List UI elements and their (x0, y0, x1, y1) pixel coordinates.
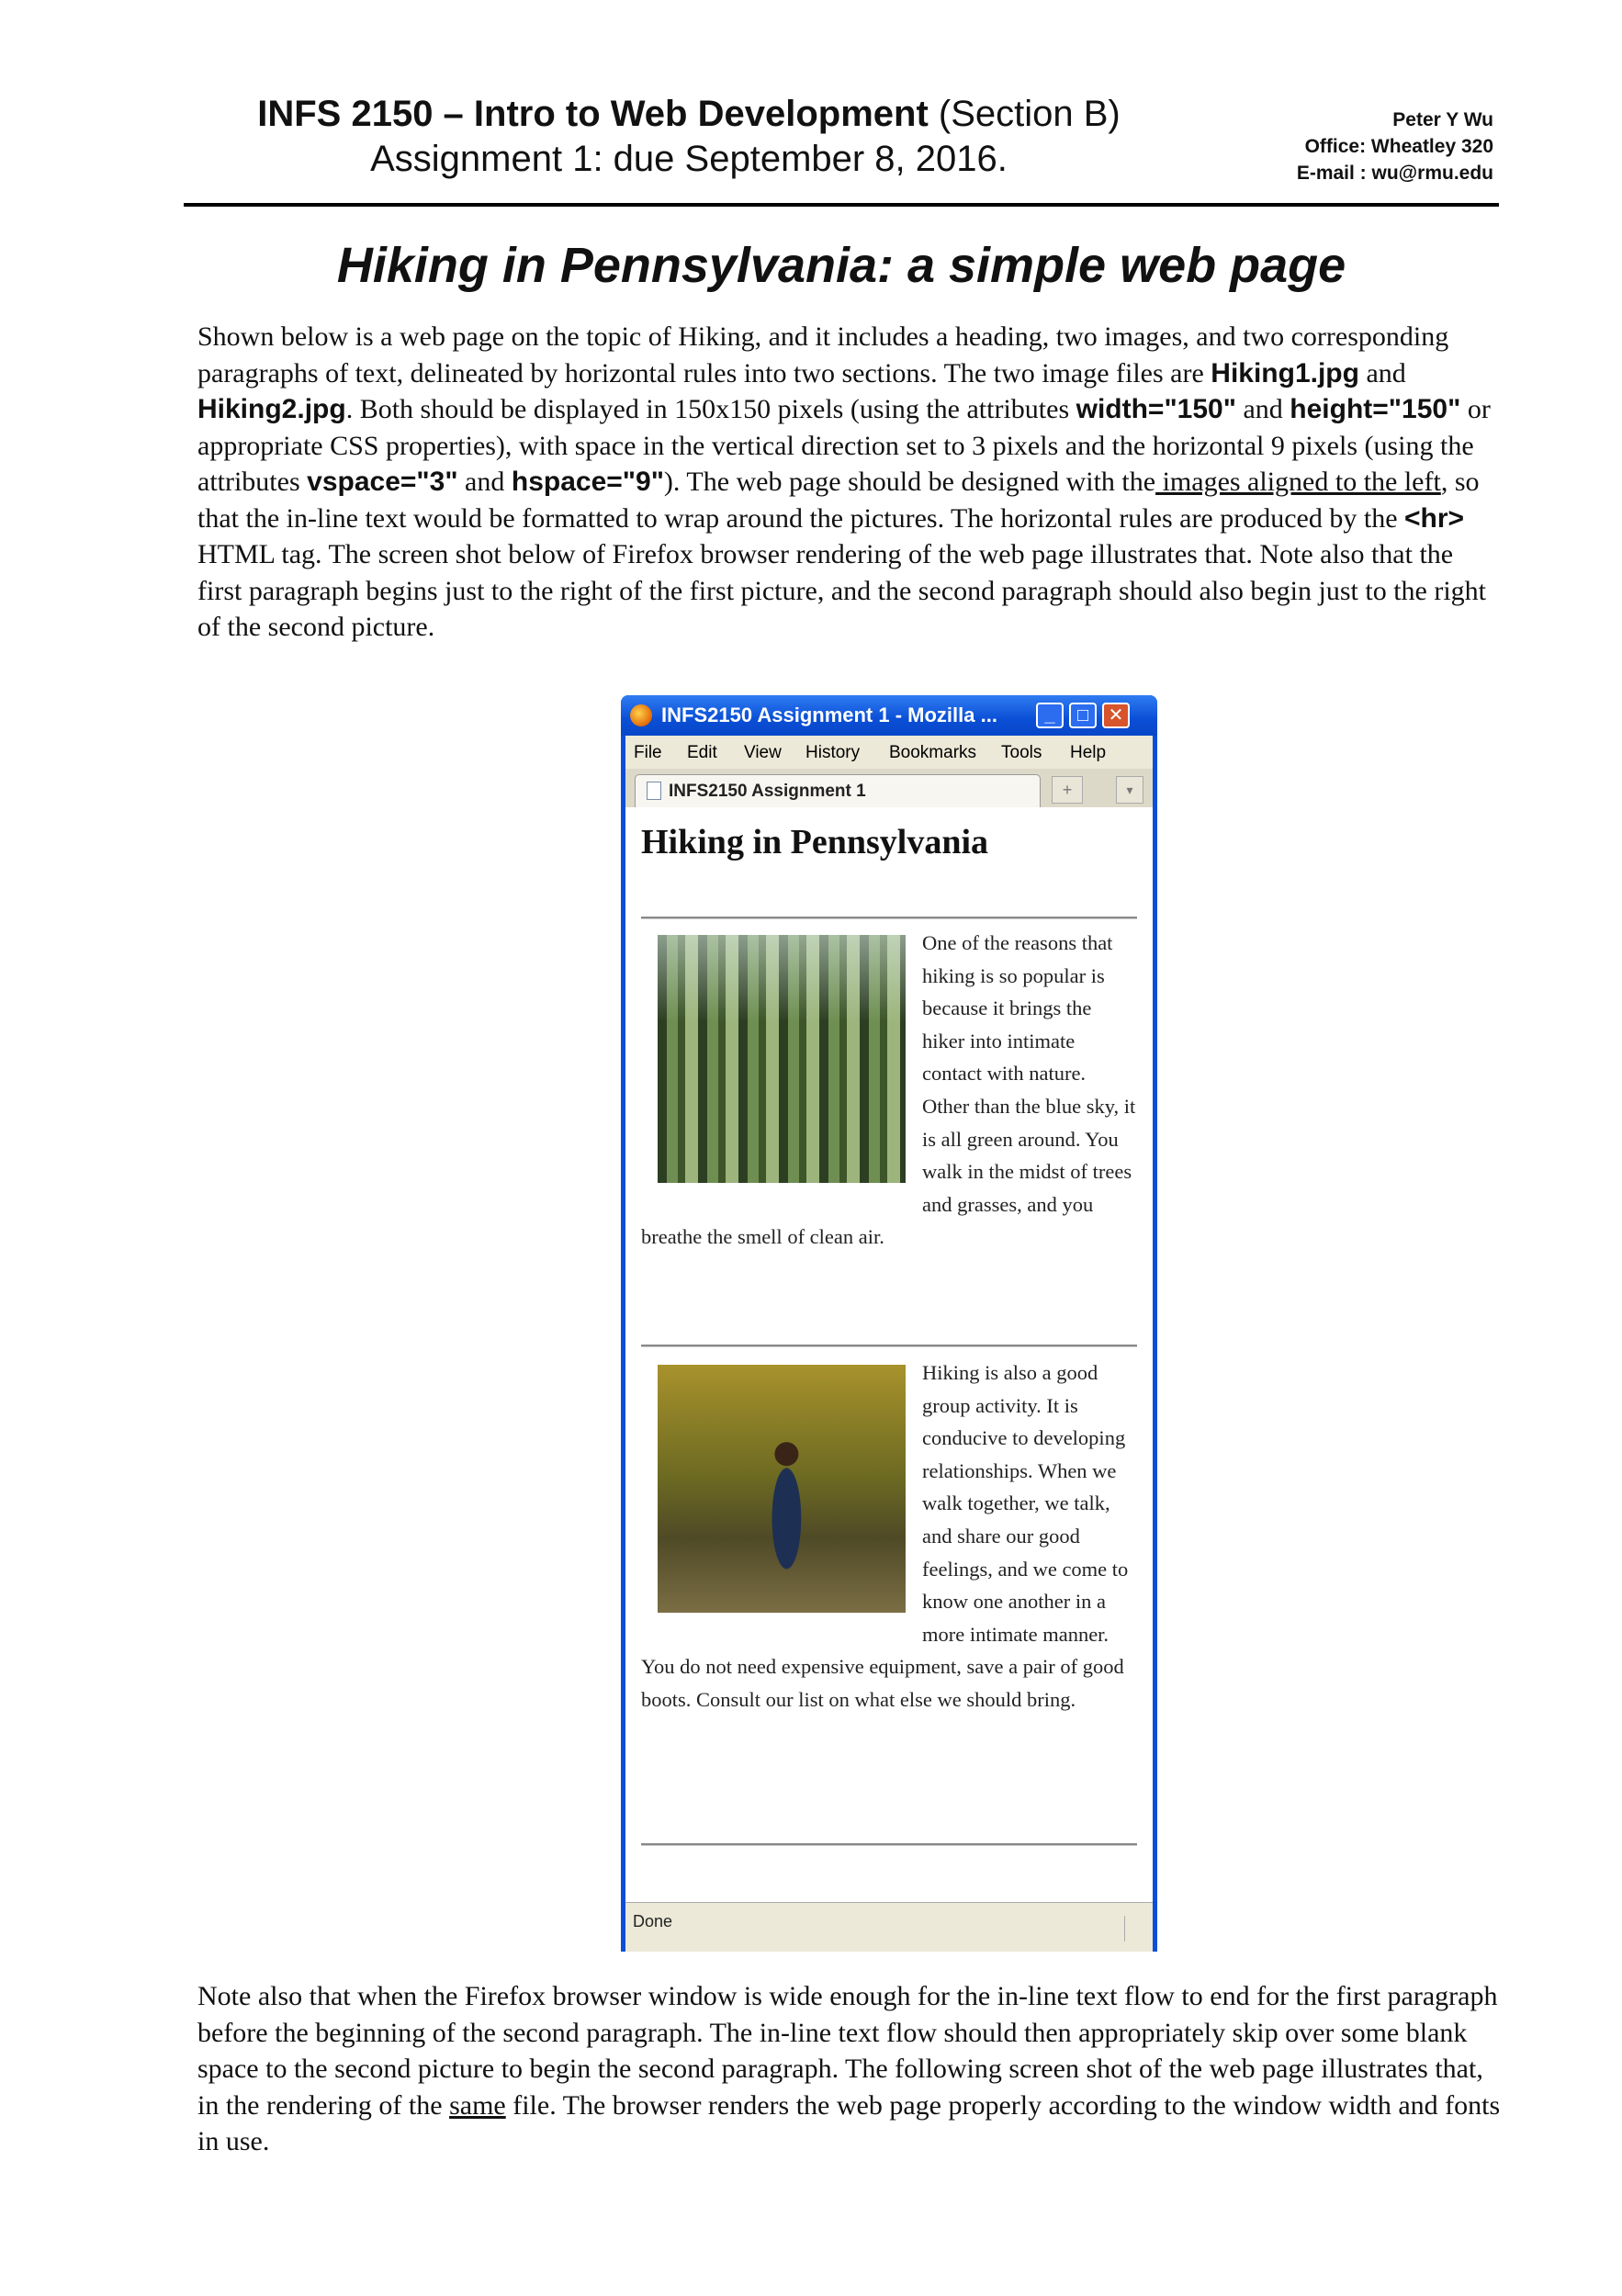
header-divider (184, 203, 1499, 207)
firefox-logo-icon (630, 704, 652, 726)
instructor-contact (1126, 107, 1493, 186)
menu-tools[interactable]: Tools (1001, 743, 1042, 762)
menu-view[interactable]: View (744, 743, 782, 762)
document-title: Hiking in Pennsylvania: a simple web page (336, 238, 1346, 293)
resize-grip-icon[interactable] (1124, 1916, 1147, 1941)
attr-vspace: vspace="3" (307, 467, 458, 497)
instructor-name: Peter Y Wu (1392, 109, 1493, 130)
hr-tag: <hr> (1404, 502, 1465, 534)
attr-height: height="150" (1290, 394, 1461, 424)
closing-text: file. The browser renders the web page properly according to the window width and fonts in use. (197, 2089, 1501, 2156)
forest-trail-photo (658, 935, 906, 1183)
horizontal-rule (641, 1843, 1137, 1846)
minimize-button[interactable]: _ (1036, 703, 1064, 728)
window-title: INFS2150 Assignment 1 - Mozilla ... (661, 703, 997, 726)
close-button[interactable]: ✕ (1102, 703, 1130, 728)
maximize-button[interactable]: □ (1069, 703, 1097, 728)
assignment-due: Assignment 1: due September 8, 2016. (370, 139, 1008, 179)
attr-hspace: hspace="9" (511, 467, 664, 497)
menu-edit[interactable]: Edit (687, 743, 717, 762)
course-code: INFS 2150 – Intro to Web Development (257, 94, 929, 134)
closing-paragraph (197, 1978, 1502, 2160)
tab-label: INFS2150 Assignment 1 (669, 782, 866, 801)
hiker-photo (658, 1365, 906, 1613)
attr-width: width="150" (1076, 394, 1236, 424)
horizontal-rule (641, 1345, 1137, 1347)
tab-assignment[interactable] (635, 774, 1041, 807)
window-titlebar[interactable] (621, 695, 1157, 736)
tab-list-button[interactable]: ▾ (1116, 776, 1143, 804)
underlined-same: same (449, 2089, 506, 2121)
course-line (184, 92, 1194, 136)
document-header (184, 92, 1194, 182)
intro-text: HTML tag. The screen shot below of Firefox browser rendering of the web page illustrates that. Note also that the first paragraph begins just to the right of the first picture, and the second paragraph should also begin just to the right of the second picture. (197, 539, 1486, 642)
firefox-screenshot (621, 695, 1157, 1952)
intro-text: Shown below is a web page on the topic of Hiking, and it includes a heading, two images, and two corresponding paragraphs of text, delineated by horizontal rules into two sections. The two image files are (197, 321, 1449, 388)
underlined-images-left: images aligned to the left (1155, 467, 1441, 497)
intro-text: and (457, 467, 512, 497)
instructor-email: E-mail : wu@rmu.edu (1296, 163, 1493, 184)
page-icon (647, 782, 661, 800)
intro-text: ). The web page should be designed with the (663, 467, 1156, 497)
intro-text: , so that the in-line text would be formatted to wrap around the pictures. The horizontal rules are produced by the (197, 467, 1480, 534)
menu-history[interactable]: History (805, 743, 861, 762)
menu-bar (625, 736, 1153, 769)
status-bar (625, 1902, 1153, 1952)
menu-file[interactable]: File (634, 743, 662, 762)
intro-text: or appropriate CSS properties), with space in the vertical direction set to 3 pixels and the horizontal 9 pixels (using the attributes (197, 394, 1491, 497)
tab-bar (625, 769, 1153, 808)
horizontal-rule (641, 917, 1137, 919)
closing-text: Note also that when the Firefox browser window is wide enough for the in-line text flow to end for the first paragraph before the beginning of the second paragraph. The in-line text flow should then appropriately skip over some blank space to the second picture to begin the second paragraph. The following screen shot of the web page illustrates that, in the rendering of the (197, 1981, 1498, 2121)
paragraph-2: Hiking is also a good group activity. It is conducive to developing relationships. When we walk together, we talk, and share our good feelings, and we come to know one another in a more intimate manner. You do not need expensive equipment, save a pair of good boots. Consult our list on what else we should bring. (641, 1361, 1129, 1711)
filename-hiking1: Hiking1.jpg (1211, 357, 1359, 388)
course-section: (Section B) (938, 94, 1121, 134)
intro-text: and (1235, 394, 1290, 424)
paragraph-1: One of the reasons that hiking is so popular is because it brings the hiker into intimate contact with nature. Other than the blue sky, it is all green around. You walk in the midst of trees and grasses, and you breathe the smell of clean air. (641, 931, 1136, 1249)
menu-bookmarks[interactable]: Bookmarks (889, 743, 977, 762)
filename-hiking2: Hiking2.jpg (197, 394, 346, 424)
instructor-office: Office: Wheatley 320 (1304, 136, 1493, 157)
new-tab-button[interactable]: + (1052, 776, 1083, 804)
status-text: Done (633, 1912, 673, 1930)
intro-text: . Both should be displayed in 150x150 pixels (using the attributes (345, 394, 1076, 424)
intro-paragraph (197, 319, 1502, 646)
page-content (625, 807, 1153, 1902)
page-heading: Hiking in Pennsylvania (641, 823, 989, 861)
section-2 (641, 1356, 1137, 1716)
menu-help[interactable]: Help (1070, 743, 1107, 762)
intro-text: and (1358, 357, 1406, 388)
section-1 (641, 927, 1137, 1254)
